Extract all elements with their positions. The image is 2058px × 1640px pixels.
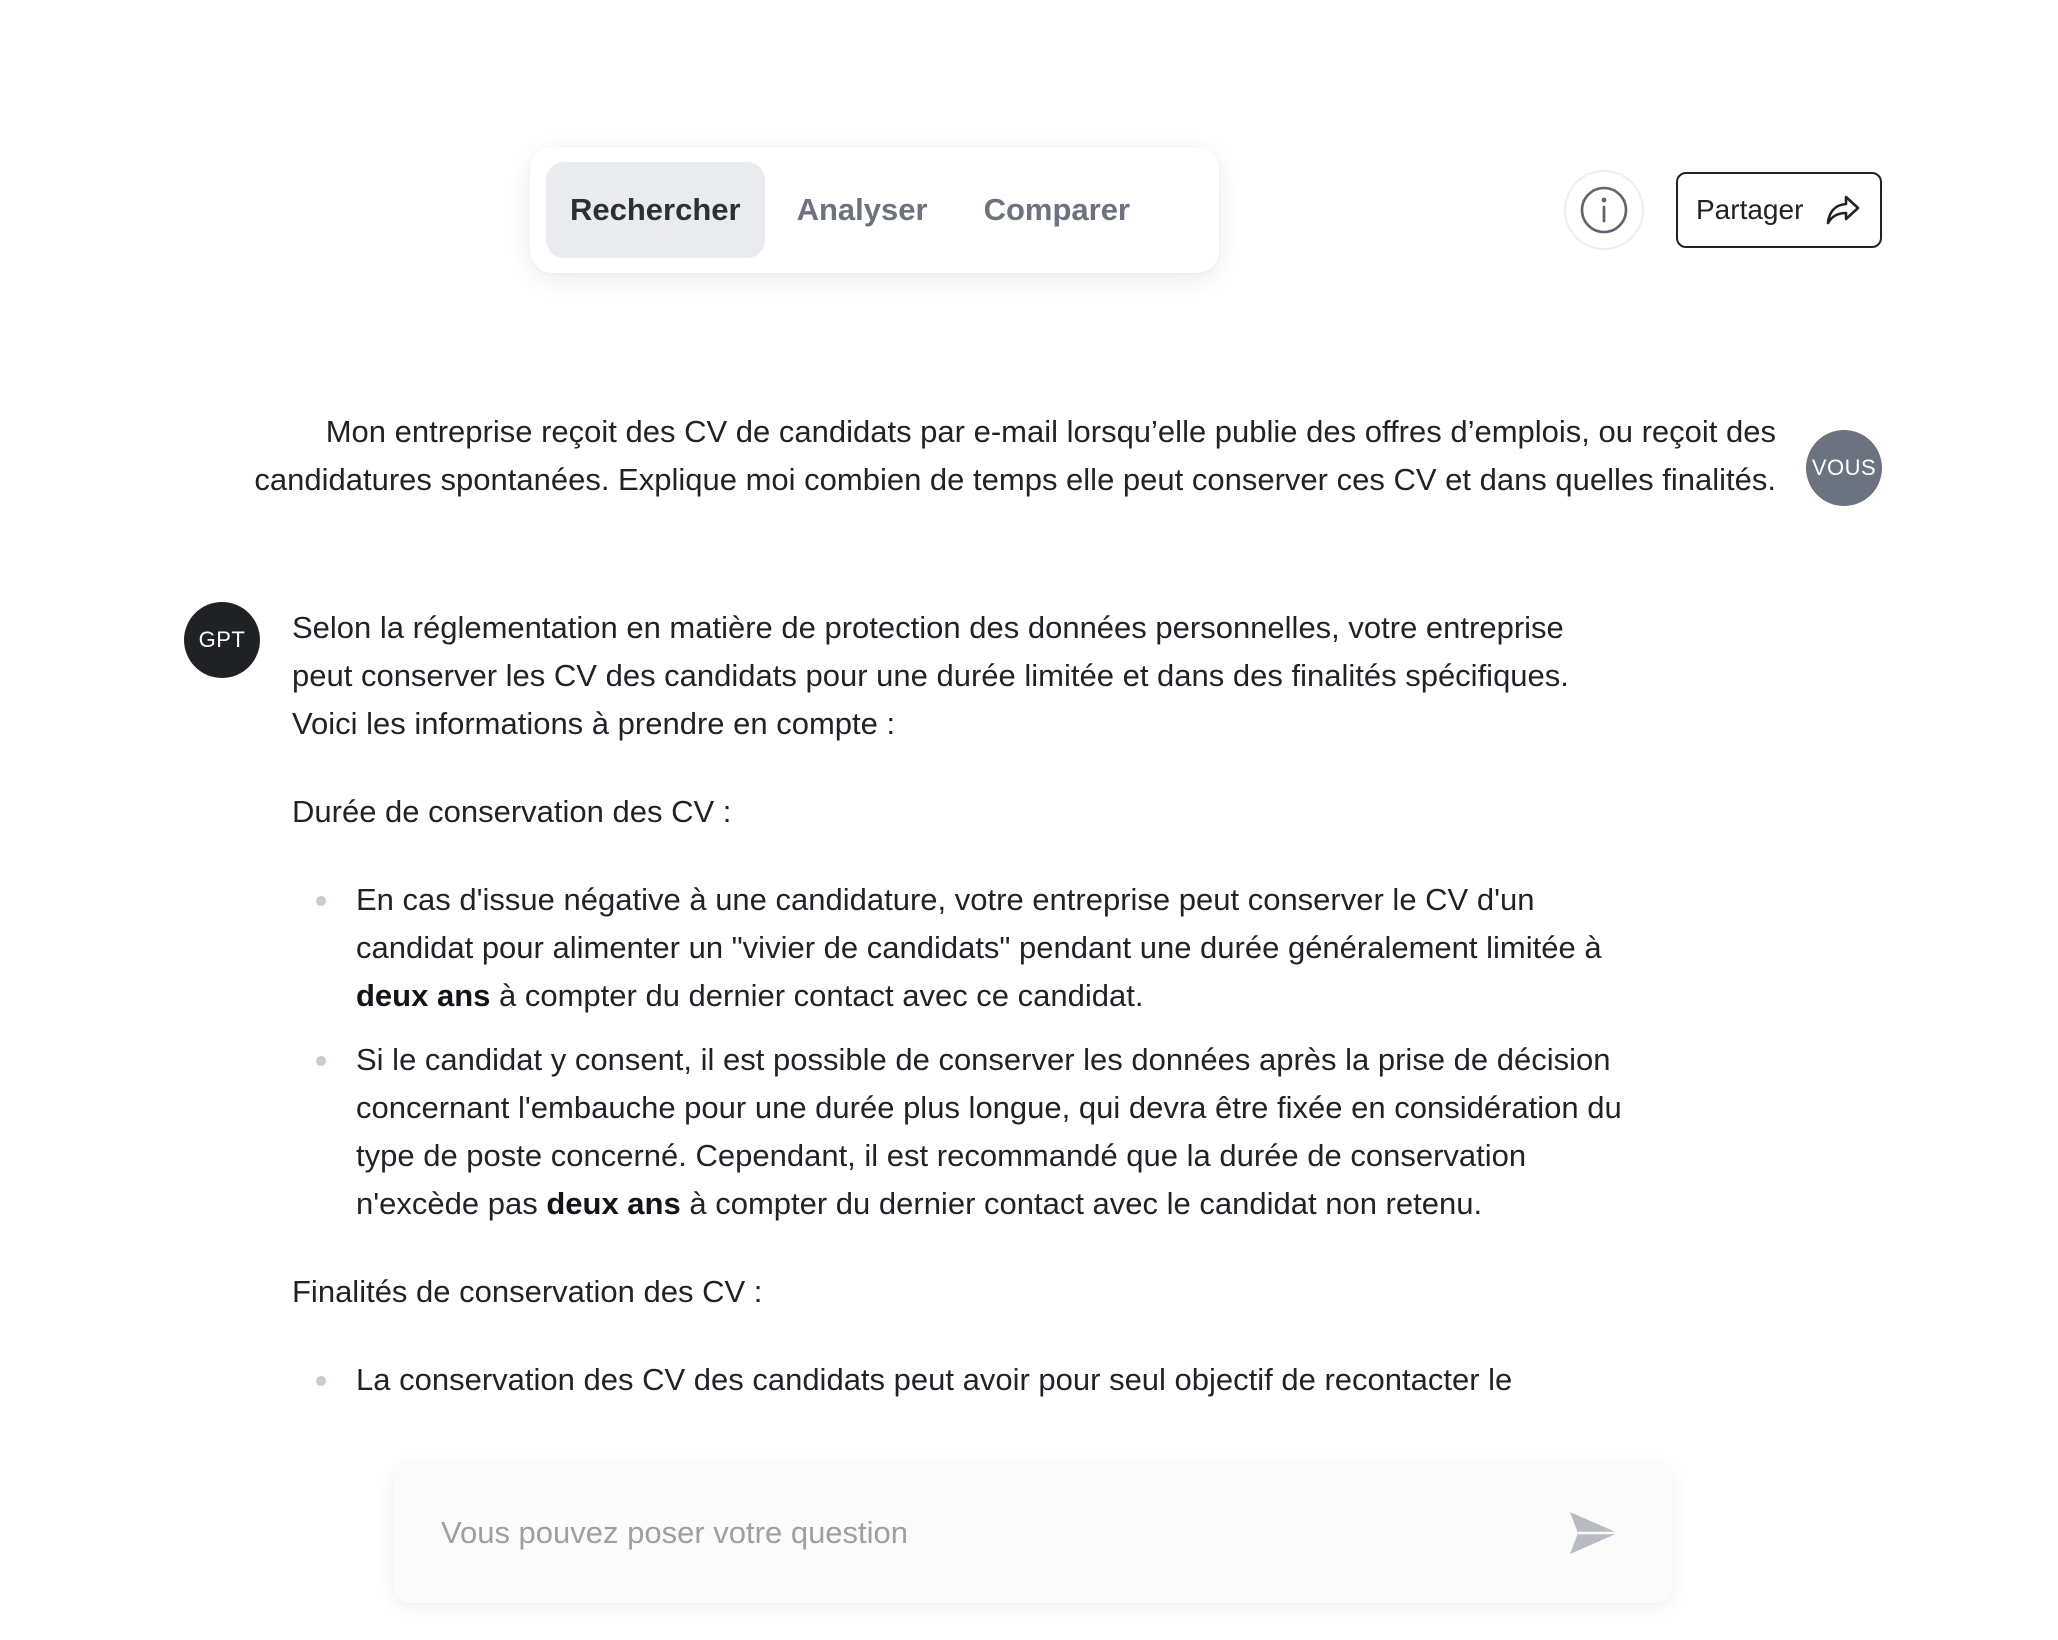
- user-avatar: VOUS: [1806, 430, 1882, 506]
- section-title-duree: Durée de conservation des CV :: [292, 794, 732, 829]
- info-button[interactable]: [1564, 170, 1644, 250]
- finalites-list: [292, 1356, 1632, 1404]
- bullet-dot: [316, 896, 326, 906]
- section-title-finalites: Finalités de conservation des CV :: [292, 1274, 763, 1309]
- answer-intro: Selon la réglementation en matière de protection des données personnelles, votre entreprise peut conserver les CV des candidats pour une durée limitée et dans des finalités spécifiques. Voici les informations à prendre en compte :: [292, 610, 1569, 741]
- question-input-bar: [393, 1463, 1673, 1603]
- assistant-answer: [292, 604, 1632, 1444]
- share-button[interactable]: [1676, 172, 1882, 248]
- tab-comparer[interactable]: Comparer: [983, 192, 1130, 227]
- list-item: Si le candidat y consent, il est possible de conserver les données après la prise de décision concernant l'embauche pour une durée plus longue, qui devra être fixée en considération du type de poste concerné. Cependant, il est recommandé que la durée de conservation n'excède pas deux ans à compter du dernier contact avec le candidat non retenu.: [292, 1036, 1632, 1228]
- bullet-dot: [316, 1056, 326, 1066]
- share-button-label: Partager: [1696, 194, 1804, 225]
- send-button[interactable]: [1561, 1501, 1625, 1565]
- tab-rechercher[interactable]: Rechercher: [546, 162, 765, 258]
- share-arrow-icon: [1824, 191, 1862, 229]
- user-message: Mon entreprise reçoit des CV de candidats par e-mail lorsqu’elle publie des offres d’emplois, ou reçoit des candidatures spontanées. Explique moi combien de temps elle peut conserver ces CV et dans quelles finalités.: [254, 414, 1776, 497]
- tab-analyser[interactable]: Analyser: [796, 192, 928, 227]
- list-item: En cas d'issue négative à une candidature, votre entreprise peut conserver le CV d'un candidat pour alimenter un "vivier de candidats" pendant une durée généralement limitée à deux ans à compter du dernier contact avec ce candidat.: [292, 876, 1632, 1020]
- assistant-avatar: GPT: [184, 602, 260, 678]
- mode-tab-bar: [530, 147, 1219, 273]
- duree-list: [292, 876, 1632, 1228]
- bullet-dot: [316, 1376, 326, 1386]
- question-input[interactable]: [441, 1515, 1561, 1551]
- info-circle-icon: [1578, 184, 1630, 236]
- list-item: La conservation des CV des candidats peut avoir pour seul objectif de recontacter le: [292, 1356, 1632, 1404]
- send-arrow-icon: [1564, 1504, 1622, 1562]
